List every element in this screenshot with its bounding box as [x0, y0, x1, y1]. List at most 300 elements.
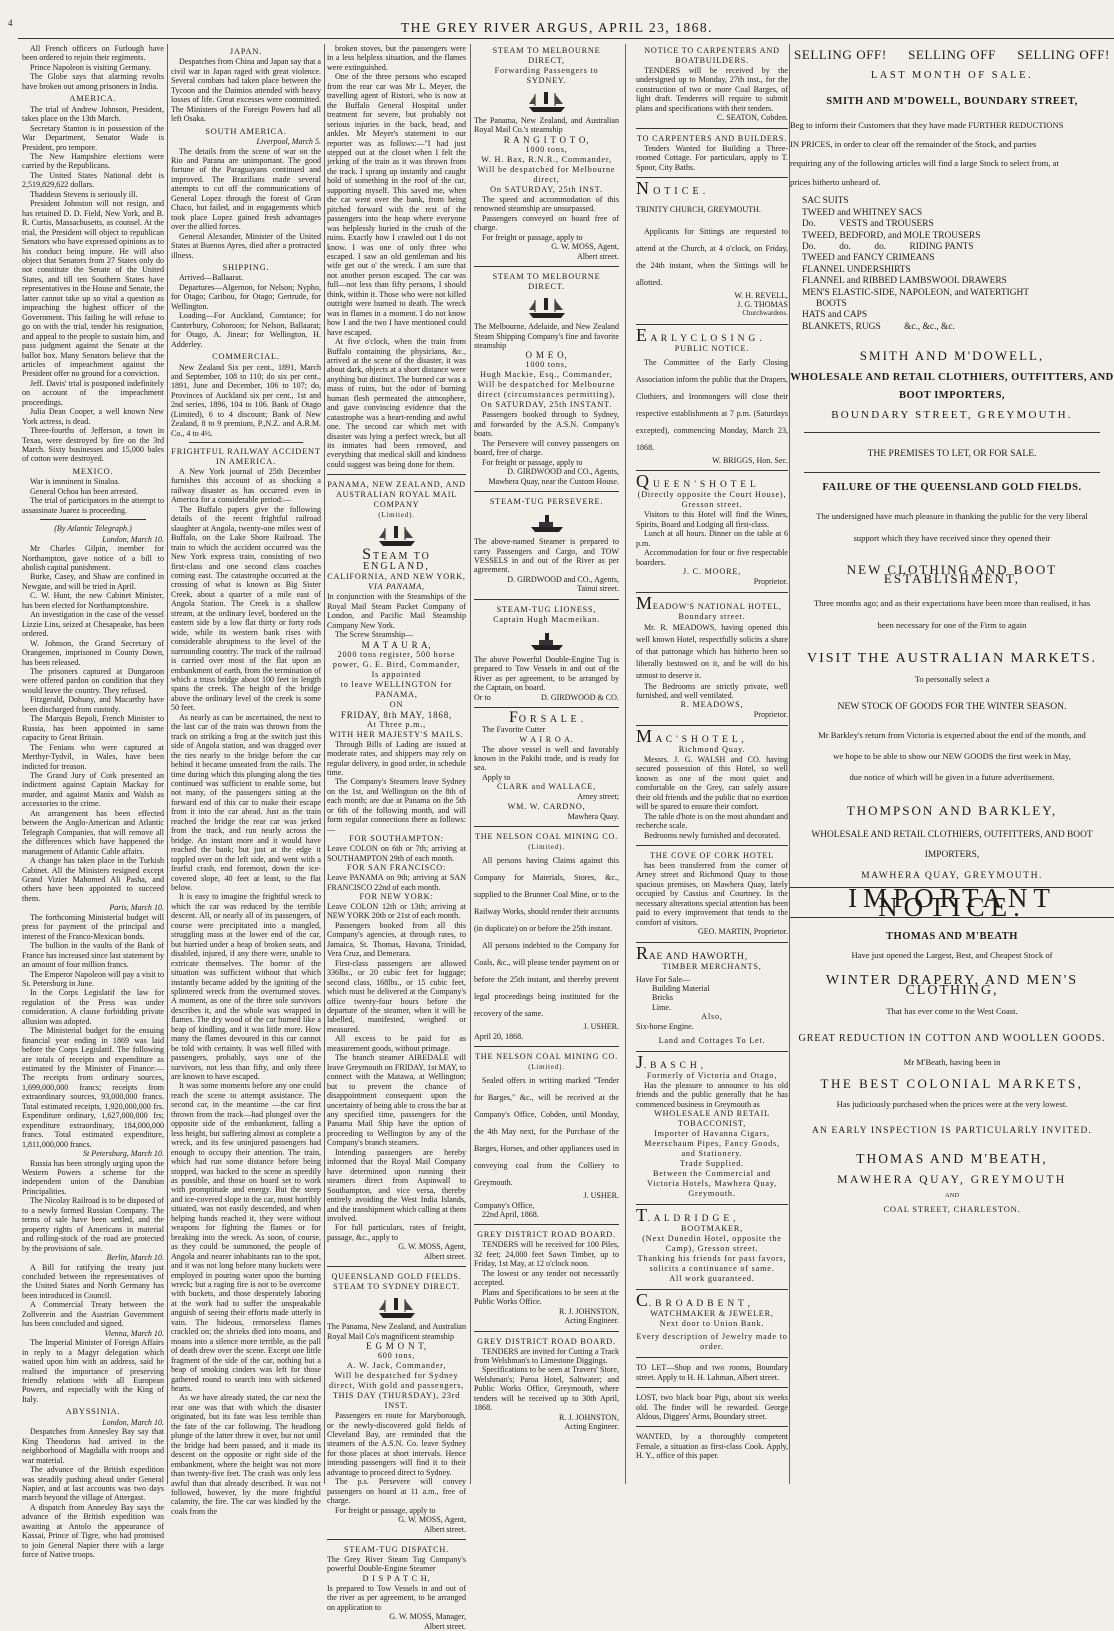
ad-line: ON: [389, 699, 404, 709]
article-paragraph: The details from the scene of war on the Rio and Parana are unimportant. The good fortune of the Paraguayans continued and improved. The Brazilians made several attempts to cut off the communications of General Lopez through the forest of Gran Chaco, but failed, and in engagements which took place Lopez gained fresh advantages over the allied forces.: [171, 146, 321, 232]
article-paragraph: The Imperial Minister of Foreign Affairs in reply to a Magyr delegation which waited upon him with an address, said he realised the importance of preserving friendly relations with all European Powers, and especially with the King of Italy.: [22, 1338, 164, 1404]
ad-text: Accommodation for four or five respectable boarders.: [636, 548, 788, 567]
article-paragraph: Fitzgerald, Dohuny, and Macarthy have been discharged from custody.: [22, 695, 164, 714]
firm-description: WHOLESALE AND RETAIL CLOTHIERS, OUTFITTERS, AND BOOT IMPORTERS,: [790, 371, 1114, 401]
ad-for-sale-wairoa: [474, 709, 619, 821]
ad-text: Leave COLON on 6th or 7th; arriving at SOUTHAMPTON 29th of each month.: [327, 844, 466, 863]
ad-role: Acting Engineer.: [564, 1422, 619, 1432]
last-month-heading: LAST MONTH OF SALE.: [870, 70, 1034, 82]
article-paragraph: C. W. Hunt, the new Cabinet Minister, has been elected for Northamptonshire.: [22, 591, 164, 610]
ad-text: Is prepared to Tow Vessels in and out of the river as per agreement, to be arranged on application to: [327, 1583, 466, 1612]
article-paragraph: An arrangement has been effected between the Anglo-American and Atlantic Telegraph Companies, that will remove all the differences which have happened the management of Atlantic Cable affairs.: [22, 808, 164, 856]
divider: [636, 942, 788, 943]
ad-title: A R L Y C L O S I N G .: [650, 333, 763, 344]
divider: [327, 1539, 466, 1540]
article-paragraph: Mr Charles Gilpin, member for Northampton, gave notice of a bill to abolish capital punishment.: [22, 544, 164, 573]
ad-address: Next door to Union Bank.: [659, 1319, 765, 1329]
ad-text: The Bedrooms are strictly private, well furnished, and well ventilated.: [636, 681, 788, 700]
section-heading: MEXICO.: [72, 466, 114, 476]
ad-agent: G. W. MOSS, Agent,: [398, 1242, 466, 1252]
ad-queensland-egmont: [327, 1272, 466, 1534]
divider: [636, 1204, 788, 1205]
ad-text: All persons having Claims against this Company for Materials, Stores, &c., supplied to the Brunner Coal Mine, or to the Railway Works, should render their accounts (in duplicate) on or before the 25th instant.: [474, 856, 619, 934]
ad-address: Arney street;: [577, 792, 619, 802]
ad-subheading: (Limited).: [378, 511, 415, 520]
article-paragraph: At five o'clock, when the train from Buffalo containing the physicians, &c., arrived at the scene of the disaster, it was about dark, objects at a short distance were anything but distinct. The burned car was a mass of ruins, but the odor of burning human flesh permeated the atmosphere, and gave convincing evidence that the catastrophe was a heart-rending and awful one. The second car which met with disaster was lying a perfect wreck, but all its inmates had been removed, and everything that medical skill and kindness could suggest was being done for them.: [327, 337, 466, 469]
ad-text: The branch steamer AIREDALE will leave Greymouth on FRIDAY, 1st MAY, to connect with the Matawa, at Wellington; but to prevent the chance of disappointment consequent upon the uncertainty of being able to cross the bar at any specified time, passengers for the Panama Mail Ship have the option of proceeding to Wellington by any of the Company's branch steamers.: [327, 1053, 466, 1148]
divider: [636, 470, 788, 471]
ad-road-board-track: [474, 1337, 619, 1432]
firm-address: BOUNDARY STREET, GREYMOUTH.: [831, 408, 1073, 421]
firm-name: THOMPSON AND BARKLEY,: [846, 802, 1058, 818]
ad-agent: G. W. MOSS, Agent,: [398, 1515, 466, 1525]
ad-subheading: WATCHMAKER & JEWELER,: [650, 1309, 774, 1319]
stock-item: BLANKETS, RUGS &c., &c., &c.: [802, 321, 955, 332]
ad-line: Importer of Havanna Cigars, Meerschaum Pipes, Fancy Goods, and Stationery.: [644, 1129, 780, 1159]
steam-tug-icon: [525, 509, 569, 535]
divider: [804, 432, 1100, 433]
sailing-date: On SATURDAY, 25th INST.: [490, 184, 603, 194]
ad-title: TEAM TO ENGLAND,: [363, 551, 431, 573]
stock-item: FLANNEL UNDERSHIRTS: [802, 264, 911, 275]
ad-role: Proprietor.: [753, 710, 788, 720]
ad-heading: THE NELSON COAL MINING CO.: [474, 1052, 619, 1062]
ad-text: The Grey River Steam Tug Company's powerful Double-Engine Steamer: [327, 1555, 466, 1574]
steamship-icon: [525, 88, 569, 114]
ad-line: Is appointed: [371, 669, 422, 679]
article-paragraph: The Buffalo papers give the following details of the recent frightful railroad slaughter at Angola, twenty-one miles west of Buffalo, on the Lake Shore Railroad. The train to which the accident occurred was the New York express train, consisting of two first-class and one second class coaches coming east. The catastrophe occurred at the crossing of what is known as Big Sister Creek, about a quarter of a mile east of Angola Station. The Creek is a shallow stream, at the ordinary level, bordered on the eastern side by a low flat thirty or forty rods wide, while its western bank rises with considerable abruptness to the level of the surrounding country. The track of the railroad is carried over most of the flat upon an embankment of earth, from the termination of which a truss bridge about 100 feet in length spans the creek. The height of the bridge above the ordinary level of the creek is some 50 feet.: [171, 504, 321, 713]
ad-text: The p.s. Persevere will convey passengers on board at 11 a.m., free of charge.: [327, 1477, 466, 1506]
ad-text: TENDERS will be received by the undersigned up to Monday, 27th inst., for the construction of two or more Coal Barges, of light draft. Tenderers will require to submit plans and specifications with their tenders.: [636, 66, 788, 113]
divider: [474, 599, 619, 600]
section-heading: FRIGHTFUL RAILWAY ACCIDENT IN AMERICA.: [171, 447, 321, 466]
ad-drop-cap: F: [508, 709, 519, 727]
reduction-line: GREAT REDUCTION IN COTTON AND WOOLLEN GOODS.: [798, 1033, 1106, 1045]
firm-address: COAL STREET, CHARLESTON.: [883, 1204, 1021, 1215]
ad-drop-cap: S: [362, 546, 374, 564]
ad-line: Also,: [701, 1012, 723, 1022]
stock-item: SAC SUITS: [802, 196, 849, 207]
sailing-date: On SATURDAY, 25th INSTANT.: [480, 400, 613, 410]
ad-text: The speed and accommodation of this renowned steamship are unsurpassed.: [474, 194, 619, 214]
ad-text: The table d'hote is on the most abundant and recherche scale.: [636, 811, 788, 831]
divider: [636, 1289, 788, 1290]
ad-text: Passengers en route for Maryborough, or the newly-discovered gold fields of Cleveland Bay, are reminded that the steamers of the A.S.N. Co. leave Sydney for those places at short intervals. Hence intending passengers will find it to their advantage to proceed direct to Sydney.: [327, 1411, 466, 1477]
ad-rae-haworth: [636, 942, 788, 1046]
firm-name: THOMAS AND M'BEATH: [886, 930, 1018, 942]
important-notice-heading: IMPORTANT NOTICE.: [848, 882, 1056, 923]
divider: [636, 1357, 788, 1358]
ad-address: Mawhera Quay.: [567, 811, 619, 821]
ad-list-item: Lime.: [652, 1002, 671, 1012]
ship-name: W A I R O A.: [519, 734, 574, 744]
firm-name: THOMAS AND M'BEATH,: [856, 1151, 1048, 1167]
article-paragraph: The Ministerial budget for the ensuing financial year ending in 1869 was laid before the Corps Legislatif. The following are totals of receipts and expenditure as estimated by the Minister of Finance:— The receipts from ordinary sources, 1,699,000,000 francs; receipts from extraordinary sources, 93,000,000 francs. Total estimated receipts, 1,920,000,000 frs. Expenditure ordinary, 1,627,000,000 frs; expenditure extraordinary, 184,000,000 francs. Total estimated expenditure, 1,811,000,000 francs.: [22, 1026, 164, 1149]
article-paragraph: Julia Dean Cooper, a well known New York actress, is dead.: [22, 407, 164, 426]
ad-line: Captain Hugh Macmeikan.: [493, 614, 600, 624]
article-paragraph: One of the three persons who escaped from the rear car was Mr L. Meyer, the travelling agent of Ristori, who is now at the Buffalo General Hospital under treatment for severe, but probably not serious injuries in the back, head, and ankles. Mr Meyer's statement to our reporter was as follows:—"I had just stepped out at the closet when I felt the jerking of the train as it was thrown from the track. I sprang up instantly and caught hold of something in the roof of the car, supporting myself. This saved me, when the car went over the bank, from being pitched forward with the rest of the passengers into the heap where everyone was helplessly buried in the crush of the ruins. Exactly how I crawled out I do not know. I was one of only three who escaped. I saw an old gentleman and his wife get out o' the wreck. I am sure that not another person escaped. The car was full—not less than fifty persons, I should think, within it. Those who were not killed outright were burned to death. The wreck was in flames in a moment. I do not know how I and the two I have mentioned could have escaped.: [327, 72, 466, 337]
early-inspection-line: AN EARLY INSPECTION IS PARTICULARLY INVITED.: [811, 1126, 1093, 1137]
ship-name: D I S P A T C H,: [362, 1573, 431, 1583]
ad-heading: STEAM TO MELBOURNE DIRECT,: [492, 46, 601, 65]
column-divider: [625, 44, 626, 1484]
ad-text-line: IN PRICES, in order to clear off the remainder of the Stock, and parties: [790, 139, 1037, 150]
ad-rangitoto: [474, 46, 619, 261]
ad-drop-cap: C: [636, 1290, 649, 1311]
ad-line: Every description of Jewelry made to order.: [636, 1332, 788, 1352]
ad-text: Applicants for Sittings are requested to attend at the Church, at 4 o'clock, on Friday, the 24th instant, when the Sittings will be allotted.: [636, 226, 788, 287]
ad-agent: D. GIRDWOOD and CO., Agents,: [507, 574, 619, 584]
divider: [474, 266, 619, 267]
ad-address: Gresson street.: [681, 500, 743, 510]
winter-drapery-heading: WINTER DRAPERY, AND MEN'S CLOTHING,: [825, 973, 1079, 998]
article-paragraph: The New Hampshire elections were carried by the Republicans.: [22, 151, 164, 171]
divider: [40, 519, 146, 520]
ad-nelson-coal-barges: [474, 1052, 619, 1219]
stock-item: FLANNEL and RIBBED LAMBSWOOL DRAWERS: [802, 276, 1007, 287]
ad-text: The Melbourne, Adelaide, and New Zealand Steam Shipping Company's fine and favorite steamship: [474, 322, 619, 350]
ad-text: The Favorite Cutter: [482, 725, 546, 735]
ad-line: FOR SOUTHAMPTON:: [349, 834, 444, 844]
firm-name: SMITH AND M'DOWELL, BOUNDARY STREET,: [826, 95, 1078, 107]
ad-title: O R S A L E .: [518, 714, 585, 726]
premises-notice: THE PREMISES TO LET, OR FOR SALE.: [867, 448, 1037, 460]
visit-markets-heading: VISIT THE AUSTRALIAN MARKETS.: [806, 650, 1098, 666]
article-paragraph: The Grand Jury of Cork presented an indictment against Captain Mackay for murder, and against Manix and Walsh as accessories to the crime.: [22, 770, 164, 809]
ad-text-line: Beg to inform their Customers that they have made FURTHER REDUCTIONS: [790, 120, 1064, 131]
ad-text: Has the pleasure to announce to his old friends and the public generally that he has commenced business in Greymouth as: [636, 1080, 788, 1109]
article-paragraph: The forthcoming Ministerial budget will press for payment of the principal and interest of the Franco-Mexican bonds.: [22, 912, 164, 941]
ad-text: Company's Office,: [474, 1200, 535, 1210]
article-paragraph: President Johnston will not resign, and has retained D. D. Field, New York, and B. R. Curtis, Massachusetts, as counsel. At the trial, the President will object to republican Senators who have expressed opinions as to his conduct being impure. He will also object that Senators from 27 States only do not constitute the Senate of the United States, and till ten Southern States have representatives in the House and Senate, the latter cannot take up so vital a question as impeaching the highest officer of the Government. This failing he will refuse to go on with the trial, tender his resignation, and appeal to the people to sustain him, and pass judgment against the Senate at the ballot box. Many Senators believe that the articles of impeachment against the President offer no ground for a conviction.: [22, 199, 164, 379]
ad-address: Albert street.: [576, 251, 619, 261]
steamship-icon: [375, 522, 419, 548]
ad-text: In conjunction with the Steamships of the Royal Mail Steam Packet Company of London, and Pacific Mail Steamship Company New York.: [327, 592, 466, 630]
divider: [636, 128, 788, 129]
article-paragraph: An investigation in the case of the vessel Lizzie Lins, seized at Chesapeake, has been ordered.: [22, 610, 164, 639]
column-shipping-ads-2: [474, 44, 619, 1484]
ad-line: Will be despatched for Melbourne direct (circumstances permitting),: [477, 380, 616, 400]
divider: [636, 592, 788, 593]
ad-carpenters-boatbuilders: [636, 46, 788, 123]
firm-address: MAWHERA QUAY, GREYMOUTH: [837, 1173, 1067, 1186]
ad-text: Or to: [474, 692, 491, 702]
ad-signature: GEO. MARTIN, Proprietor.: [697, 927, 788, 937]
ad-text: Passengers booked through to Sydney, and forwarded by the A.S.N. Company's boats.: [474, 410, 619, 439]
ad-title: . A L D R I D G E ,: [647, 1214, 737, 1225]
ad-text: The Panama, New Zealand, and Australian Royal Mail Co.'s steamship: [474, 116, 619, 135]
ad-text-line: That has ever come to the West Coast.: [886, 1006, 1018, 1017]
ad-carpenters-builders: [636, 134, 788, 172]
ad-text: First-class passengers are allowed 336lbs., or 20 cubic feet for luggage; second class, 168lbs., or 15 cubic feet, which must be delivered at the Company's office twenty-four hours before the departure of the steamer, when it will be labelled, manifested, weighed or measured.: [327, 958, 466, 1034]
ad-text-line: prices hitherto unheard of.: [790, 177, 881, 188]
ad-heading: STEAM-TUG PERSEVERE.: [489, 497, 604, 507]
ad-line: All work guaranteed.: [669, 1274, 755, 1284]
ad-text: For full particulars, rates of freight, passage, &c., apply to: [327, 1223, 466, 1242]
stock-list: [802, 196, 1114, 333]
article-paragraph: It was some moments before any one could reach the scene to attempt assistance. The second car, in the meantime —the car first thrown from the track—had plunged over the opposite side of the embankment, falling a less height, but suffering almost as complete a wreck, and its few uninjured passengers had enough to occupy their attention. The train, which had run some distance before being stopped, was backed to the scene as speedily as possible, and those on board set to work with promptitude and energy. But the steep and ice-covered slope to the car, most horribly situated, was not easily descended, and when helping hands reached it, they were without weapons for fighting the flames or for breaking into the wreck. As soon, of course, as they could be summoned, the people of Angola and nearer inhabitants ran to the spot, and it was not long before many buckets were employed in pouring water upon the burning wreck; but a raging fire is not to be overcome with buckets, and those desperately laboring at the work had to suffer the unspeakable anguish of seeing their efforts made utterly in vain. The hideous, remorseless flames crackled on; the shrieks died into moans, and moans into a silence more terrible, as the pall of death drew over the scene. Except one little fragment of the side of the car, nothing but a heap of smoking cinders was left for those gathered round to search into with sickened hearts.: [171, 1081, 321, 1393]
stock-item: BOOTS: [816, 299, 847, 310]
ad-heading: GREY DISTRICT ROAD BOARD.: [477, 1336, 616, 1346]
column-news-railway-accident: [171, 44, 321, 1516]
section-heading: ABYSSINIA.: [65, 1407, 121, 1417]
article-paragraph: General Alexander, Minister of the United States at Buenos Ayres, died after a protracted illness.: [171, 231, 321, 260]
column-divider: [167, 44, 168, 1484]
ad-line: Will be despatched for Sydney direct, With gold and passengers,: [328, 1371, 465, 1391]
ad-drop-cap: T: [636, 1205, 648, 1226]
ad-cove-of-cork-hotel: [636, 851, 788, 937]
ad-text: Leave PANAMA on 9th; arriving at SAN FRANCISCO 22nd of each month.: [327, 873, 466, 892]
article-paragraph: Jeff. Davis' trial is postponed indefinitely on account of the impeachment proceedings.: [22, 378, 164, 407]
firm-name: SMITH AND M'DOWELL,: [859, 348, 1045, 364]
ad-heading: STEAM-TUG LIONESS,: [496, 604, 597, 614]
ad-text: WANTED, by a thoroughly competent Female, a situation as first-class Cook. Apply, H. Y., office of this paper.: [636, 1432, 788, 1461]
article-paragraph: Thaddeus Stevens is seriously ill.: [30, 189, 138, 199]
ad-text: Apply to: [482, 772, 511, 782]
divider: [636, 1387, 788, 1388]
ad-line: Will be despatched for Melbourne direct,: [477, 164, 616, 184]
ad-signature: J. USHER.: [583, 1191, 619, 1201]
sailing-date: THIS DAY (THURSDAY), 23rd INST.: [332, 1391, 461, 1411]
ad-drop-cap: E: [636, 324, 648, 345]
stock-item: TWEED and FANCY CRIMEANS: [802, 253, 935, 264]
ad-text: Messrs. J. G. WALSH and CO. having secured possession of this Hotel, so well known as one of the most quiet and comfortable on the Grey, can safely assure their old friends and the public that no exertion will be spared to ensure their comfort.: [636, 754, 788, 812]
ad-to-let: [636, 1363, 788, 1382]
divider: [636, 1426, 788, 1427]
page-number: 4: [8, 18, 14, 28]
ad-address: Albert street.: [423, 1524, 466, 1534]
article-paragraph: General Ochoa has been arrested.: [30, 486, 138, 496]
divider: [474, 1331, 619, 1332]
ad-line: 1000 tons,: [525, 144, 568, 154]
ad-text-line: Mr M'Beath, having been in: [903, 1056, 1001, 1067]
ad-text: The above vessel is well and favorably known in the Pakihi trade, and is ready for sea.: [474, 744, 619, 773]
ad-text-line: Three months ago; and as their expectations have been more than realised, it has: [813, 597, 1091, 608]
article-paragraph: Departures—Algernon, for Nelson; Nypho, for Otago; Caribou, for Otago; Gertrude, for Wellington.: [171, 282, 321, 311]
ad-text: All persons indebted to the Company for Coals, &c., will please tender payment on or before the 25th instant, and thereby prevent legal proceedings being instituted for the recovery of the same.: [474, 941, 619, 1019]
ad-omeo: [474, 272, 619, 486]
ad-text: TENDERS will be received for 100 Piles, 32 feet; 24,000 feet Sawn Timber, up to Friday, 1st May, at 12 o'clock noon.: [474, 1240, 619, 1269]
column-news-europe-america: [22, 44, 164, 1560]
stock-item: HATS and CAPS: [802, 310, 868, 321]
ad-text: The Company's Steamers leave Sydney on the 1st, and Wellington on the 8th of each month; are due at Panama on the 5th or 6th of the following month, and will form regular connections there as follows:—: [327, 777, 466, 834]
firm-address: MAWHERA QUAY, GREYMOUTH.: [861, 870, 1043, 882]
ad-nelson-coal-claims: [474, 832, 619, 1041]
ad-signature: R. J. JOHNSTON,: [559, 1306, 619, 1316]
ad-text: Visitors to this Hotel will find the Wines, Spirits, Board and Lodging all first-class.: [636, 510, 788, 529]
ad-line: to leave WELLINGTON for PANAMA,: [340, 679, 453, 699]
ad-line: Trade Supplied.: [679, 1159, 744, 1169]
section-heading: SHIPPING.: [222, 262, 270, 272]
stock-item: TWEED, BEDFORD, and MOLE TROUSERS: [802, 230, 981, 241]
ad-line: Thanking his friends for past favors, solicits a continuance of same.: [637, 1254, 787, 1274]
ad-heading: TO CARPENTERS AND BUILDERS.: [636, 133, 788, 143]
divider: [474, 826, 619, 827]
ad-list-item: Bricks: [652, 993, 674, 1003]
ad-text: For freight or passage, apply to: [482, 457, 583, 467]
ad-steam-tug-lioness: [474, 605, 619, 702]
article-paragraph: Three-fourths of Jefferson, a town in Texas, were destroyed by fire on the 3rd March. Sixty businesses and 15,000 bales of cotton were destroyed.: [22, 426, 164, 464]
ad-line: FOR NEW YORK:: [359, 892, 434, 901]
ad-drop-cap: R: [636, 942, 649, 963]
section-heading: JAPAN.: [229, 47, 263, 56]
dateline: London, March 10.: [102, 1417, 164, 1427]
ad-text-line: The undersigned have much pleasure in thanking the public for the very liberal: [816, 510, 1088, 521]
ad-agent: D. GIRDWOOD and CO., Agents,: [507, 467, 619, 477]
ad-text: Lunch at all hours. Dinner on the table at 6 p.m.: [636, 529, 788, 548]
ad-address: Richmond Quay.: [678, 744, 746, 754]
ad-text: TRINITY CHURCH, GREYMOUTH.: [636, 205, 761, 215]
dateline: St Petersburg, March 10.: [83, 1149, 164, 1159]
ad-text: The Screw Steamship—: [335, 630, 414, 640]
section-heading: COMMERCIAL.: [212, 352, 280, 362]
ad-wanted-cook: [636, 1432, 788, 1460]
ad-text: Passengers conveyed on board free of charge.: [474, 213, 619, 233]
ad-text: The above-named Steamer is prepared to carry Passengers and Cargo, and TOW VESSELS in and out of the River as per agreement.: [474, 537, 619, 575]
article-paragraph: broken stoves, but the passengers were in a less helpless situation, and the flames were extinguished.: [327, 44, 466, 72]
article-paragraph: New Zealand Six per cent., 1891, March and September, 108 to 110; do six per cent., 1891, June and December, 106 to 107; do, Provinces of Auckland six per cent., 1st and 2nd series, 1896, 104 to 106. Bank of Otago (Limited), 6 to 4 discount; Bank of New Zealand, 8 to 9 premium, P.,N.Z. and A.R.M. Co., 4 to 4½.: [171, 362, 321, 438]
ad-heading: QUEENSLAND GOLD FIELDS.: [331, 1272, 462, 1282]
dateline: London, March 10.: [102, 534, 164, 544]
ad-text: Through Bills of Lading are issued at moderate rates, and shippers may rely on regular delivery, in good order, in schedule time.: [327, 739, 466, 778]
ad-signature: J. USHER.: [583, 1022, 619, 1032]
ad-role: Proprietor.: [753, 577, 788, 587]
article-paragraph: A New York journal of 25th December furnishes this account of as shocking a railway disaster as has occurred even in America for a considerable period:—: [171, 467, 321, 505]
stock-item: Do. VESTS and TROUSERS: [802, 219, 934, 230]
ad-signature: J. G. THOMAS: [737, 299, 788, 309]
ad-drop-cap: N: [636, 178, 650, 199]
new-stock-line: NEW STOCK OF GOODS FOR THE WINTER SEASON.: [837, 700, 1067, 712]
ad-text: LOST, two black boar Pigs, about six weeks old. The finder will be rewarded. George Aldous, Diggers' Arms, Boundary street.: [636, 1393, 788, 1422]
ad-agent: D. GIRDWOOD & CO.: [540, 692, 619, 702]
dateline: Berlin, March 10.: [106, 1253, 164, 1263]
steamship-icon: [525, 294, 569, 320]
ad-line: WITH HER MAJESTY'S MAILS.: [329, 729, 464, 739]
article-paragraph: A dispatch from Annesley Bay says the advance of the British expedition was awaiting at Antolo the appearance of Kassai, Prince of Tigre, who had promised to join General Napier there with a large force of Native troops.: [22, 1502, 164, 1560]
ad-subheading: BOOTMAKER,: [681, 1224, 743, 1234]
ad-agent: CLARK and WALLACE,: [496, 782, 597, 792]
ad-heading: THE COVE OF CORK HOTEL: [649, 850, 775, 860]
column-divider: [324, 44, 325, 1484]
ad-text: For freight or passage, apply to: [335, 1505, 436, 1515]
ad-road-board-tenders: [474, 1230, 619, 1325]
ad-address: Albert street.: [423, 1621, 466, 1631]
ad-text-line: To personally select a: [914, 673, 990, 684]
ad-text: TENDERS are invited for Cutting a Track from Welshman's to Limestone Diggings.: [474, 1346, 619, 1366]
selling-off-banner: [794, 47, 1110, 62]
ad-text: Six-horse Engine.: [636, 1022, 694, 1032]
sailing-date: FRIDAY, 8th MAY, 1868,: [340, 709, 453, 720]
ad-text: Mr. R. MEADOWS, having opened this well known Hotel, respectfully solicits a share of that patronage which has hitherto been so liberally bestowed on it, and he will do his utmost to deserve it.: [636, 622, 788, 680]
ad-address: Boundary street.: [678, 611, 746, 621]
ad-drop-cap: J: [636, 1051, 644, 1072]
ad-text-line: we hope to be able to show our NEW GOODS the first week in May,: [833, 750, 1071, 761]
ad-heading: THE NELSON COAL MINING CO.: [474, 832, 619, 842]
ad-list-item: Building Material: [652, 984, 710, 994]
ad-agent: G. W. MOSS, Agent,: [551, 242, 619, 252]
ad-text: Specifications to be seen at Travers' Store, Welshman's; Paroa Hotel, Saltwater; and Public Works Office, Greymouth, where tenders will be received up to 30th April, 1868.: [474, 1365, 619, 1413]
ad-line: 600 tons,: [377, 1351, 416, 1361]
article-paragraph: All French officers on Furlough have been ordered to rejoin their regiments.: [22, 44, 164, 63]
article-paragraph: W. Johnson, the Grand Secretary of Orangemen, imprisoned in County Down, has been released.: [22, 638, 164, 667]
ad-text: The Committee of the Early Closing Association inform the public that the Drapers, Clothiers, and Ironmongers will close their respective establishments at 7 p.m. (Saturdays excepted), commencing Monday, March 23, 1868.: [636, 357, 788, 452]
ad-heading: STEAM-TUG DISPATCH.: [344, 1545, 449, 1555]
divider: [474, 1224, 619, 1225]
divider: [474, 1046, 619, 1047]
article-paragraph: War is imminent in Sinaloa.: [30, 477, 120, 487]
ad-text-line: Has judiciously purchased when the prices were at the very lowest.: [836, 1099, 1068, 1110]
article-paragraph: Prince Napoleon is visiting Germany.: [30, 62, 151, 72]
ad-address: (Next Dunedin Hotel, opposite the Camp), Gresson street.: [642, 1234, 782, 1254]
ad-text-line: Have just opened the Largest, Best, and Cheapest Stock of: [851, 950, 1053, 961]
ad-heading: STEAM TO MELBOURNE DIRECT.: [492, 272, 601, 292]
divider: [804, 472, 1100, 473]
column-retail-ads: [790, 44, 1114, 1484]
ad-steam-tug-persevere: [474, 497, 619, 594]
article-paragraph: As nearly as can be ascertained, the next to the last car of the train was thrown from the track on striking a frog at the switch just this side of Angola station, and was dragged over the ties nearly to the bridge before the car behind it became unseated from the rails. The time during which this plunging along the ties continued was sufficient to enable some, but not many, of the passengers sitting at the forward end of this car to make their escape from it into the car ahead. Just as the train reached the bridge the rear car was jerked from the track, and run nearly across the bridge. An instant more and it would have reached the bank; but just at the edge it toppled over on the left side, and went with a fearful crash, end foremost, down the ice-covered slope, 40 feet at least, to the flat below.: [171, 712, 321, 892]
ad-heading: PANAMA, NEW ZEALAND, AND AUSTRALIAN ROYAL MAIL COMPANY: [327, 480, 466, 510]
column-divider: [470, 44, 471, 1484]
dateline: Vienna, March 10.: [104, 1328, 164, 1338]
ad-broadbent-watchmaker: [636, 1290, 788, 1352]
article-paragraph: Despatches from China and Japan say that a civil war in Japan raged with great violence. Several combats had taken place between the Tycoon and the Daimios attended with heavy losses of life. Great excesses were committed. The Ministers of the Foreign Powers had all left Osaka.: [171, 57, 321, 124]
ad-line: Land and Cottages To Let.: [658, 1035, 766, 1045]
dateline: Liverpool, March 5.: [256, 137, 321, 147]
divider: [636, 845, 788, 846]
ad-text: All excess to be paid for as measurement goods, without primage.: [327, 1034, 466, 1053]
ad-drop-cap: Q: [636, 471, 650, 492]
stock-item: MEN'S ELASTIC-SIDE, NAPOLEON, and WATERTIGHT: [802, 287, 1029, 298]
ad-queens-hotel: [636, 471, 788, 587]
ad-line: VIA PANAMA,: [368, 582, 425, 592]
ad-text-line: due notice of which will be given in a future advertisement.: [849, 771, 1055, 782]
dateline: Paris, March 10.: [109, 903, 164, 913]
ad-line: FOR SAN FRANCISCO:: [346, 863, 447, 873]
ad-drop-cap: M: [636, 592, 653, 613]
ad-line: 1000 tons,: [525, 360, 568, 370]
article-paragraph: The prisoners captured at Dungaroon were offered pardon on condition that they would leave the country. They refused.: [22, 667, 164, 695]
ad-line: Hugh Mackie, Esq., Commander,: [480, 370, 613, 380]
ad-address: Tainui street.: [577, 584, 619, 594]
ad-line: WHOLESALE AND RETAIL TOBACCONIST,: [654, 1109, 770, 1129]
divider: [474, 491, 619, 492]
ad-trinity-church-notice: [636, 178, 788, 319]
article-paragraph: Arrived—Ballaarat.: [179, 273, 244, 283]
article-paragraph: The trial of participators in the attempt to assassinate Juarez is proceeding.: [22, 496, 164, 515]
ad-basch-tobacconist: [636, 1051, 788, 1199]
ad-title: EADOW'S NATIONAL HOTEL,: [652, 601, 782, 611]
selling-off-text: SELLING OFF!: [1017, 47, 1110, 62]
stock-item: TWEED and WHITNEY SACS: [802, 207, 923, 218]
ad-subheading: (Limited).: [528, 843, 565, 852]
ad-title: STEAM TO SYDNEY DIRECT.: [333, 1282, 460, 1292]
ad-role: Acting Engineer.: [564, 1316, 619, 1326]
ad-address: Between the Commercial and Victoria Hotels, Mawhera Quay, Greymouth.: [646, 1169, 778, 1199]
ad-heading: GREY DISTRICT ROAD BOARD.: [477, 1230, 616, 1240]
ship-name: M A T A U R A,: [361, 639, 432, 650]
ad-text-line: AND: [944, 1192, 960, 1200]
article-paragraph: The United States National debt is 2,519,829,622 dollars.: [22, 170, 164, 190]
ad-text: Intending passengers are hereby informed that the Royal Mail Company have determined upon running their steamers direct from Aspinwall to Southampton, and vice versa, thereby entirely avoiding the West India Islands, and the transhipment which calling at them involved.: [327, 1147, 466, 1223]
ad-address: Albert street.: [423, 1251, 466, 1261]
article-paragraph: In the Corps Legislatif the law for regulation of the Press was under consideration. A clause forbidding private allusion was adopted.: [22, 988, 164, 1026]
selling-off-text: SELLING OFF!: [794, 47, 887, 62]
article-paragraph: As we have already stated, the car next the rear one was that with which the disaster originated, but its fate was less terrible than the fate of the car following. The headlong plunge of the latter threw it over, but not until the bridge had been passed, and it made its descent on the opposite or right side of the embankment, where the height was not more than twenty-five feet. The crash was only less awful than that already described. It was not followed, however, by the more frightful calamity, the fire. The car was kindled by the coals from the: [171, 1393, 321, 1516]
article-paragraph: The Fenians who were captured at Merthyr-Tydvil, in Wales, have been indicted for treason.: [22, 742, 164, 771]
article-paragraph: The Marquis Bepoli, French Minister to Russia, has been appointed in same capacity to Great Britain.: [22, 714, 164, 743]
ad-text: For freight or passage, apply to: [482, 232, 583, 242]
ad-date: 22nd April, 1868.: [482, 1210, 539, 1220]
